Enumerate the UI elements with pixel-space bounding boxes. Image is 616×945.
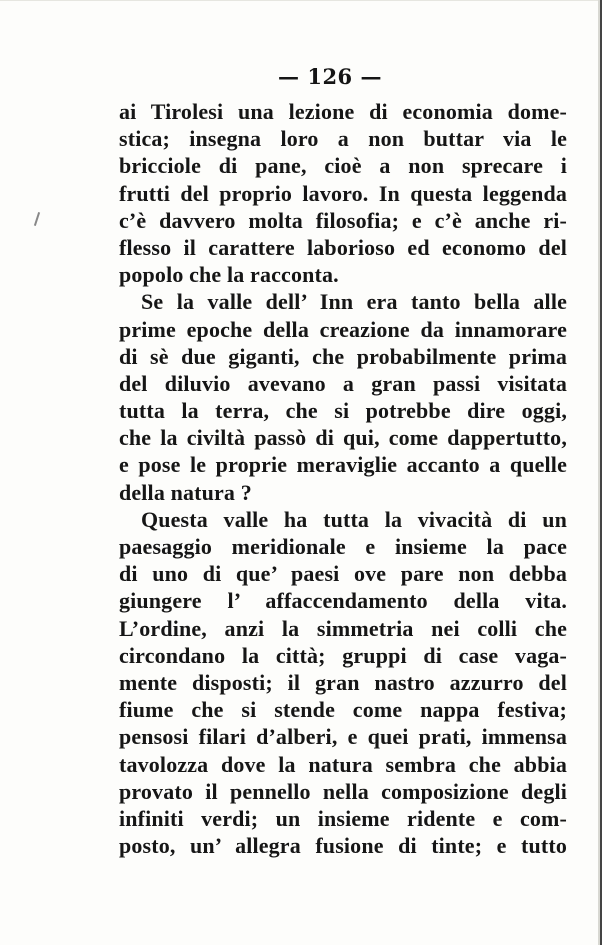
text-line: che la civiltà passò di qui, come dappertutto, — [119, 425, 567, 451]
text-line: di uno di que’ paesi ove pare non debba — [119, 561, 567, 587]
text-line: bricciole di pane, cioè a non sprecare i — [119, 153, 567, 179]
page-number: — 126 — — [278, 64, 382, 89]
text-line: frutti del proprio lavoro. In questa leggenda — [119, 180, 567, 206]
text-line: ai Tirolesi una lezione di economia dome- — [119, 99, 567, 124]
text-line: del diluvio avevano a gran passi visitata — [119, 370, 567, 396]
text-line: c’è davvero molta filosofia; e c’è anche ri- — [119, 207, 567, 233]
text-line: della natura ? — [119, 479, 252, 505]
text-line: pensosi filari d’alberi, e quei prati, immensa — [119, 724, 567, 750]
text-line: e pose le proprie meraviglie accanto a quelle — [119, 452, 567, 478]
text-line: posto, un’ allegra fusione di tinte; e tutto — [119, 833, 567, 859]
text-line: popolo che la racconta. — [119, 262, 339, 288]
text-line: provato il pennello nella composizione degli — [119, 778, 567, 804]
text-line: paesaggio meridionale e insieme la pace — [119, 534, 567, 559]
text-line: Se la valle dell’ Inn era tanto bella alle — [141, 289, 567, 315]
text-line: giungere l’ affaccendamento della vita. — [119, 588, 567, 614]
text-line: prime epoche della creazione da innamorare — [119, 316, 567, 342]
text-line: stica; insegna loro a non buttar via le — [119, 126, 567, 152]
text-line: tutta la terra, che si potrebbe dire oggi, — [119, 398, 567, 424]
page-edge — [600, 0, 616, 945]
text-line: mente disposti; il gran nastro azzurro del — [119, 669, 567, 695]
margin-mark — [34, 212, 40, 226]
text-line: fiume che si stende come nappa festiva; — [119, 697, 567, 723]
text-line: di sè due giganti, che probabilmente prima — [119, 343, 567, 369]
text-line: Questa valle ha tutta la vivacità di un — [141, 506, 567, 532]
text-line: tavolozza dove la natura sembra che abbia — [119, 751, 567, 777]
text-line: L’ordine, anzi la simmetria nei colli che — [119, 615, 567, 641]
text-line: infiniti verdi; un insieme ridente e com- — [119, 805, 567, 831]
body-text — [119, 98, 567, 859]
text-line: flesso il carattere laborioso ed economo del — [119, 234, 567, 260]
text-line: circondano la città; gruppi di case vaga- — [119, 642, 567, 668]
